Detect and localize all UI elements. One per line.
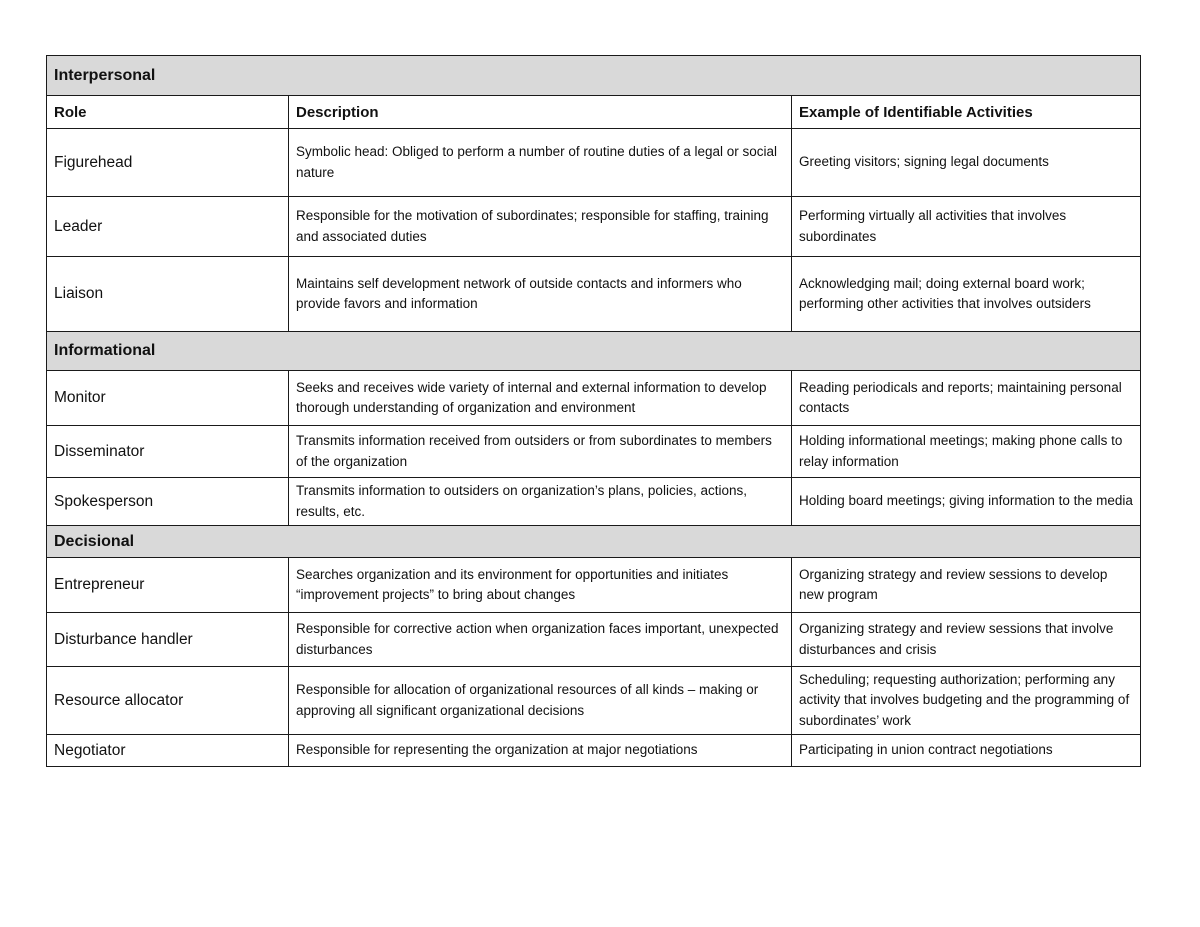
role-cell: Spokesperson (47, 478, 289, 526)
example-cell: Organizing strategy and review sessions that involve disturbances and crisis (792, 613, 1141, 667)
role-cell: Monitor (47, 371, 289, 426)
example-cell: Performing virtually all activities that involves subordinates (792, 197, 1141, 257)
header-description: Description (289, 96, 792, 129)
role-cell: Disseminator (47, 426, 289, 478)
description-cell: Transmits information received from outsiders or from subordinates to members of the organization (289, 426, 792, 478)
example-cell: Holding informational meetings; making phone calls to relay information (792, 426, 1141, 478)
example-cell: Holding board meetings; giving information to the media (792, 478, 1141, 526)
description-cell: Symbolic head: Obliged to perform a number of routine duties of a legal or social nature (289, 129, 792, 197)
section-row-interpersonal (47, 56, 1141, 96)
section-title-informational: Informational (47, 332, 1141, 371)
table-row (47, 735, 1141, 767)
section-row-decisional (47, 526, 1141, 558)
role-cell: Disturbance handler (47, 613, 289, 667)
description-cell: Responsible for corrective action when organization faces important, unexpected disturbances (289, 613, 792, 667)
role-cell: Figurehead (47, 129, 289, 197)
table-row (47, 371, 1141, 426)
role-cell: Resource allocator (47, 667, 289, 735)
description-cell: Responsible for allocation of organizational resources of all kinds – making or approving all significant organizational decisions (289, 667, 792, 735)
example-cell: Participating in union contract negotiations (792, 735, 1141, 767)
description-cell: Responsible for the motivation of subordinates; responsible for staffing, training and associated duties (289, 197, 792, 257)
header-role: Role (47, 96, 289, 129)
table-row (47, 257, 1141, 332)
table-row (47, 613, 1141, 667)
role-cell: Leader (47, 197, 289, 257)
example-cell: Organizing strategy and review sessions to develop new program (792, 558, 1141, 613)
table-row (47, 129, 1141, 197)
description-cell: Maintains self development network of outside contacts and informers who provide favors and information (289, 257, 792, 332)
description-cell: Seeks and receives wide variety of internal and external information to develop thorough understanding of organization and environment (289, 371, 792, 426)
example-cell: Reading periodicals and reports; maintaining personal contacts (792, 371, 1141, 426)
table-row (47, 197, 1141, 257)
header-example: Example of Identifiable Activities (792, 96, 1141, 129)
table-row (47, 478, 1141, 526)
role-cell: Negotiator (47, 735, 289, 767)
description-cell: Responsible for representing the organization at major negotiations (289, 735, 792, 767)
table-header-row (47, 96, 1141, 129)
role-cell: Entrepreneur (47, 558, 289, 613)
table-row (47, 426, 1141, 478)
section-row-informational (47, 332, 1141, 371)
role-cell: Liaison (47, 257, 289, 332)
managerial-roles-table (46, 55, 1141, 767)
example-cell: Greeting visitors; signing legal documents (792, 129, 1141, 197)
section-title-interpersonal: Interpersonal (47, 56, 1141, 96)
example-cell: Acknowledging mail; doing external board work; performing other activities that involves outsiders (792, 257, 1141, 332)
description-cell: Searches organization and its environment for opportunities and initiates “improvement projects” to bring about changes (289, 558, 792, 613)
description-cell: Transmits information to outsiders on organization’s plans, policies, actions, results, etc. (289, 478, 792, 526)
section-title-decisional: Decisional (47, 526, 1141, 558)
table-row (47, 558, 1141, 613)
example-cell: Scheduling; requesting authorization; performing any activity that involves budgeting and the programming of subordinates’ work (792, 667, 1141, 735)
table-row (47, 667, 1141, 735)
